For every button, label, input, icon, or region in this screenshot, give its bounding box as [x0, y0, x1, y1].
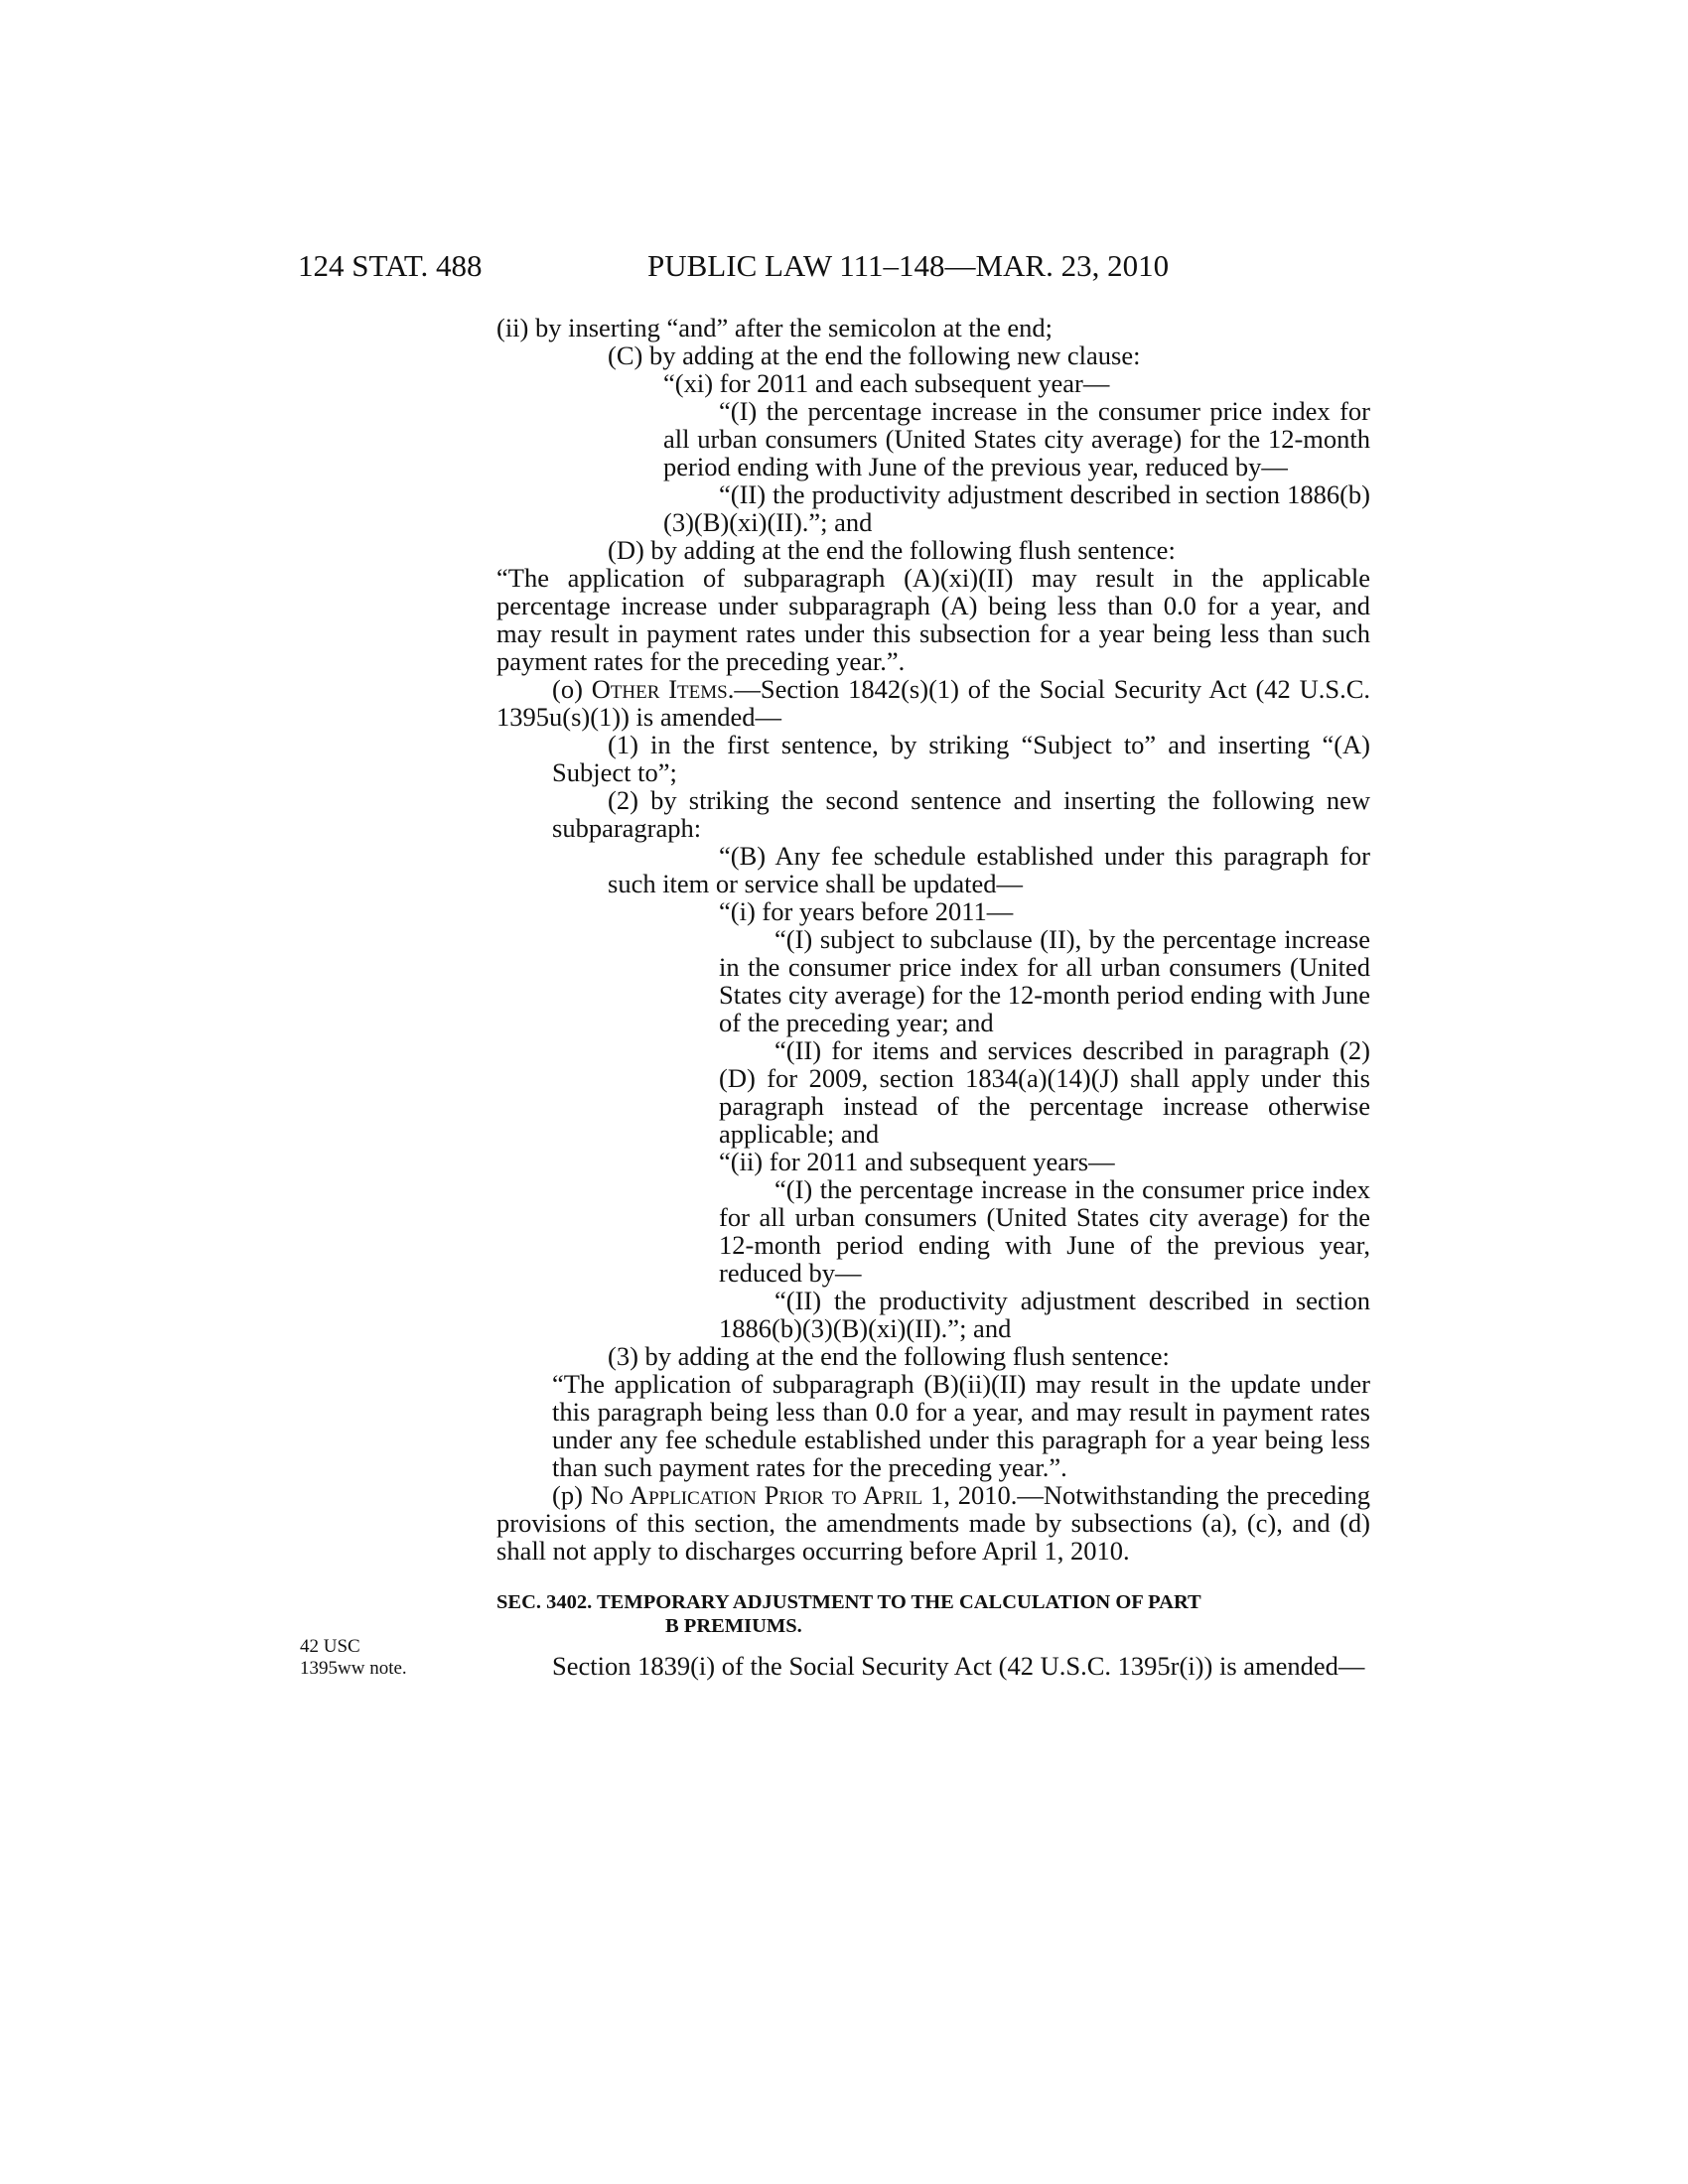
subclause-i: “(I) subject to subclause (II), by the percentage increase in the consumer price index for all urban consumers (United States city average) for the 12-month period ending with June of the preceding year; and	[719, 924, 1370, 1037]
margin-note-line: 1395ww note.	[300, 1658, 407, 1679]
subparagraph-c: (C) by adding at the end the following new clause:	[608, 341, 1141, 370]
paragraph-2: (2) by striking the second sentence and inserting the following new subparagraph:	[552, 785, 1370, 843]
clause-ii: (ii) by inserting “and” after the semicolon at the end;	[496, 313, 1053, 342]
subsection-o-text: .—Section 1842(s)(1) of the Social Security Act (42 U.S.C. 1395u(s)(1)) is amended—	[496, 674, 1370, 732]
paragraph-3: (3) by adding at the end the following flush sentence:	[608, 1341, 1170, 1371]
page-header	[298, 246, 1370, 286]
subparagraph-d: (D) by adding at the end the following flush sentence:	[608, 535, 1176, 565]
section-heading-line: SEC. 3402. TEMPORARY ADJUSTMENT TO THE CALCULATION OF PART	[496, 1591, 1201, 1613]
running-head: PUBLIC LAW 111–148—MAR. 23, 2010	[647, 248, 1170, 283]
paragraph-1: (1) in the first sentence, by striking “Subject to” and inserting “(A) Subject to”;	[552, 730, 1370, 787]
subsection-o-caption: Other Items	[591, 674, 728, 704]
subclause-ii: “(II) the productivity adjustment described in section 1886(b)(3)(B)(xi)(II).”; and	[663, 479, 1370, 537]
subclause-i: “(I) the percentage increase in the consumer price index for all urban consumers (United States city average) for the 12-month period ending with June of the previous year, reduced by—	[719, 1174, 1370, 1288]
flush-sentence: “The application of subparagraph (A)(xi)(II) may result in the applicable percentage increase under subparagraph (A) being less than 0.0 for a year, and may result in payment rates under this subsection for a year being less than such payment rates for the preceding year.”.	[496, 563, 1370, 676]
section-3402-text: Section 1839(i) of the Social Security Act (42 U.S.C. 1395r(i)) is amended—	[552, 1651, 1365, 1681]
subparagraph-b: “(B) Any fee schedule established under this paragraph for such item or service shall be updated—	[608, 841, 1370, 898]
subclause-ii: “(II) the productivity adjustment described in section 1886(b)(3)(B)(xi)(II).”; and	[719, 1286, 1370, 1343]
document-body	[496, 314, 1370, 1680]
subsection-p-text: 1, 2010.—Notwithstanding the preceding provisions of this section, the amendments made by subsections (a), (c), and (d) shall not apply to discharges occurring before April 1, 2010.	[496, 1480, 1370, 1566]
clause-xi: “(xi) for 2011 and each subsequent year—	[663, 368, 1110, 398]
clause-ii: “(ii) for 2011 and subsequent years—	[719, 1147, 1115, 1176]
subsection-p-number: (p)	[552, 1480, 591, 1510]
statute-page-number: 124 STAT. 488	[298, 248, 483, 283]
subsection-p-caption: No Application Prior to April	[590, 1480, 923, 1510]
flush-sentence: “The application of subparagraph (B)(ii)(II) may result in the update under this paragraph being less than 0.0 for a year, and may result in payment rates under any fee schedule established under this paragraph for a year being less than such payment rates for the preceding year.”.	[552, 1369, 1370, 1482]
section-heading-line: B PREMIUMS.	[665, 1615, 802, 1637]
subsection-p	[496, 1481, 1370, 1565]
clause-i: “(i) for years before 2011—	[719, 896, 1014, 926]
subsection-o	[496, 675, 1370, 731]
subclause-i: “(I) the percentage increase in the consumer price index for all urban consumers (United States city average) for the 12-month period ending with June of the previous year, reduced by—	[663, 396, 1370, 481]
section-heading	[496, 1590, 1370, 1638]
margin-note-line: 42 USC	[300, 1636, 360, 1657]
subsection-o-number: (o)	[552, 674, 592, 704]
margin-note	[300, 1636, 449, 1680]
subclause-ii: “(II) for items and services described in paragraph (2)(D) for 2009, section 1834(a)(14)(J) shall apply under this paragraph instead of the percentage increase otherwise applicable; and	[719, 1035, 1370, 1149]
